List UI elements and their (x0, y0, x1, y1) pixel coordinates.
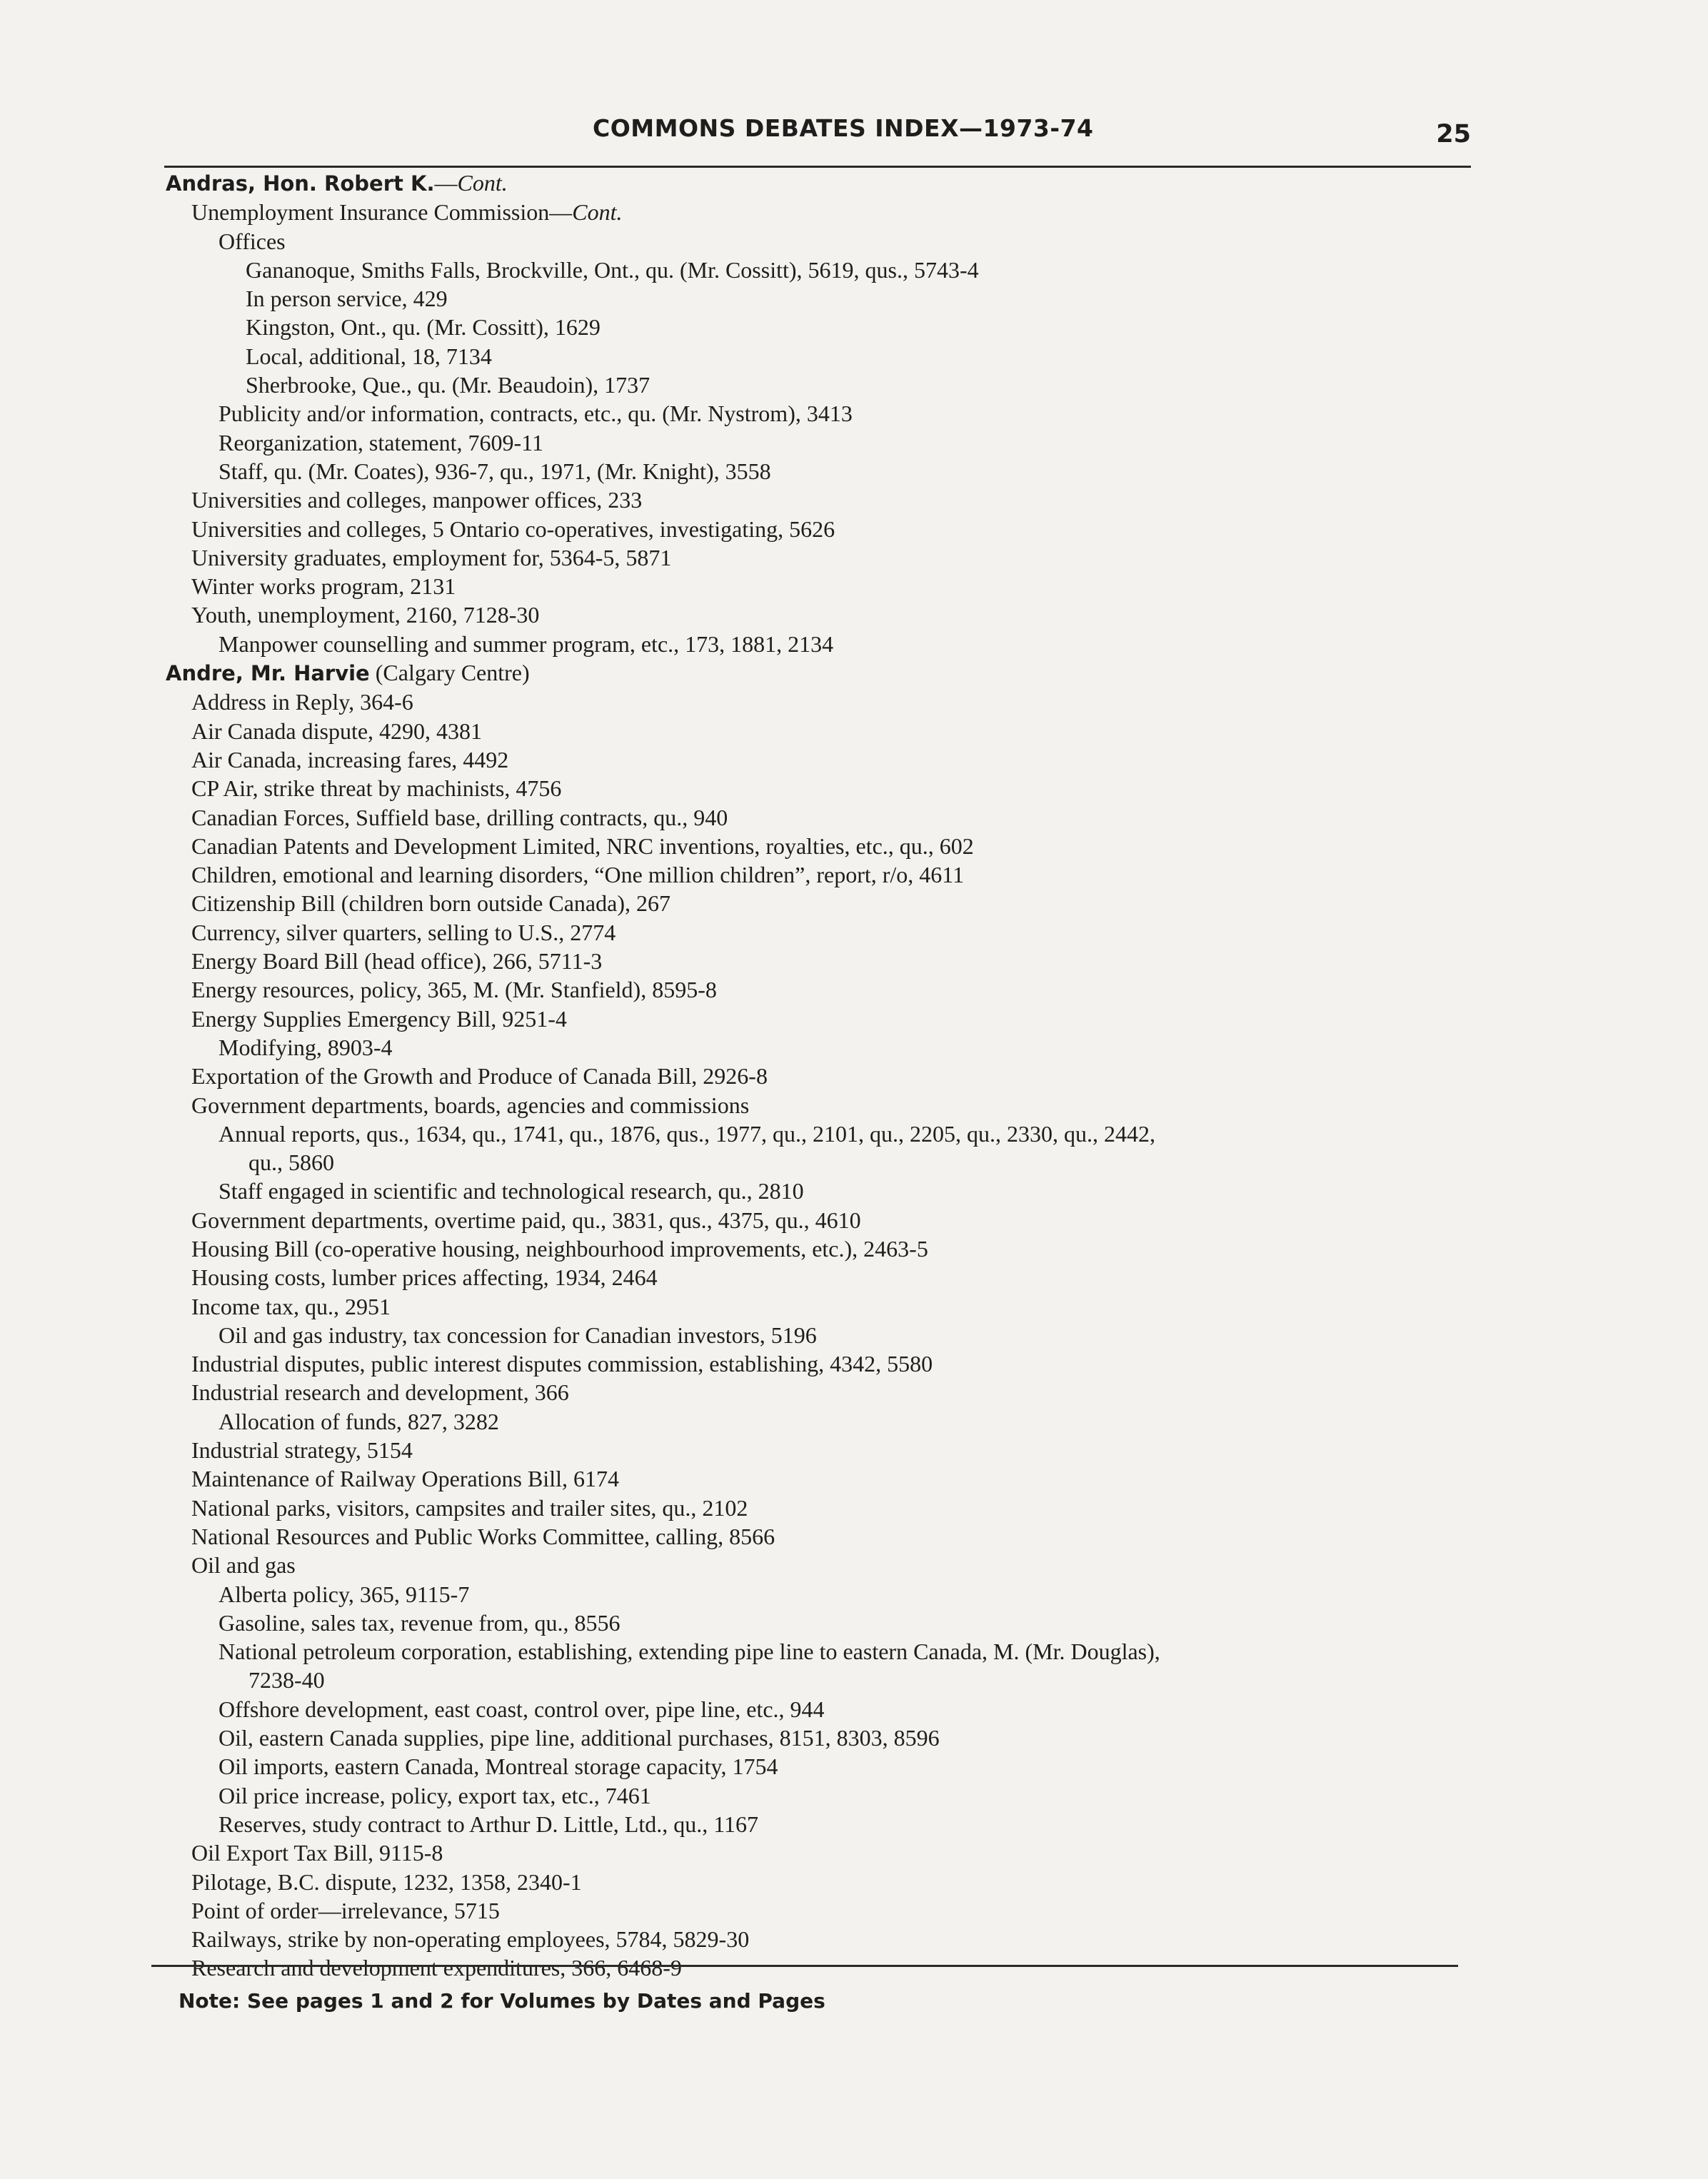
index-entry (166, 1695, 1494, 1723)
index-entry (166, 803, 1494, 832)
entry-text: Offshore development, east coast, control over, pipe line, etc., 944 (218, 1696, 825, 1722)
index-entry (166, 947, 1494, 975)
header-rule (164, 166, 1471, 168)
entry-text: Canadian Patents and Development Limited, NRC inventions, royalties, etc., qu., 602 (191, 832, 974, 859)
index-entry (166, 1005, 1494, 1033)
entry-text: Oil price increase, policy, export tax, etc., 7461 (218, 1782, 651, 1808)
index-entry (166, 1091, 1494, 1119)
heading-suffix: (Calgary Centre) (369, 660, 530, 686)
entry-text: Oil imports, eastern Canada, Montreal storage capacity, 1754 (218, 1753, 778, 1780)
entry-text: Energy Board Bill (head office), 266, 5711-3 (191, 948, 603, 975)
heading-name: Andre, Mr. Harvie (166, 661, 370, 686)
entry-text: Energy resources, policy, 365, M. (Mr. Stanfield), 8595-8 (191, 977, 717, 1003)
index-entry-continuation (166, 1148, 1494, 1177)
entry-text: Unemployment Insurance Commission— (191, 199, 573, 226)
entry-text: In person service, 429 (246, 286, 448, 312)
index-entry (166, 688, 1494, 716)
entry-text: Air Canada dispute, 4290, 4381 (191, 718, 483, 744)
index-entry (166, 1580, 1494, 1609)
index-entry (166, 600, 1494, 629)
entry-text: Industrial disputes, public interest disputes commission, establishing, 4342, 5580 (191, 1351, 933, 1377)
index-entry (166, 1494, 1494, 1522)
entry-text: Oil and gas (191, 1552, 296, 1579)
index-entry (166, 342, 1494, 371)
entry-text: Reserves, study contract to Arthur D. Little, Ltd., qu., 1167 (218, 1811, 759, 1837)
index-entry (166, 1781, 1494, 1810)
entry-text: Address in Reply, 364-6 (191, 689, 413, 715)
entry-text: Offices (218, 228, 286, 254)
entry-text: Universities and colleges, manpower offices, 233 (191, 487, 643, 513)
index-entry (166, 1551, 1494, 1579)
index-entry (166, 1925, 1494, 1953)
entry-italic: Cont. (572, 199, 623, 226)
entry-text: Citizenship Bill (children born outside Canada), 267 (191, 890, 670, 917)
index-entry (166, 975, 1494, 1004)
index-entry (166, 1206, 1494, 1234)
entry-text: Winter works program, 2131 (191, 573, 456, 600)
entry-text: Children, emotional and learning disorders, “One million children”, report, r/o, 4611 (191, 862, 965, 888)
entry-text: Government departments, boards, agencies and commissions (191, 1092, 750, 1118)
heading-suffix: —Cont. (434, 170, 508, 196)
index-entry (166, 1810, 1494, 1838)
index-entry (166, 1292, 1494, 1321)
index-entry (166, 1407, 1494, 1436)
index-entry (166, 1609, 1494, 1637)
index-entry (166, 1378, 1494, 1406)
index-entry (166, 1723, 1494, 1752)
entry-text: Railways, strike by non-operating employees, 5784, 5829-30 (191, 1926, 750, 1953)
index-entry (166, 860, 1494, 889)
entry-text: Kingston, Ont., qu. (Mr. Cossitt), 1629 (246, 314, 601, 341)
index-entry (166, 1436, 1494, 1464)
entry-text: Currency, silver quarters, selling to U.S., 2774 (191, 919, 616, 945)
index-entry (166, 1033, 1494, 1062)
entry-text: National petroleum corporation, establishing, extending pipe line to eastern Canada, M. (Mr. Douglas), (218, 1639, 1160, 1665)
index-entry (166, 1868, 1494, 1896)
entry-text: Modifying, 8903-4 (218, 1034, 393, 1060)
index-entry (166, 1838, 1494, 1867)
entry-text: Publicity and/or information, contracts, etc., qu. (Mr. Nystrom), 3413 (218, 401, 853, 427)
index-entry (166, 543, 1494, 572)
index-entry (166, 1464, 1494, 1493)
index-entry (166, 774, 1494, 802)
entry-text: Industrial strategy, 5154 (191, 1437, 413, 1464)
entry-text: Manpower counselling and summer program, etc., 173, 1881, 2134 (218, 630, 834, 657)
entry-text: Energy Supplies Emergency Bill, 9251-4 (191, 1005, 567, 1032)
index-entry (166, 1752, 1494, 1781)
index-entry (166, 1234, 1494, 1263)
index-entry (166, 717, 1494, 745)
entry-text: 7238-40 (248, 1667, 325, 1694)
entry-text: University graduates, employment for, 5364-5, 5871 (191, 544, 672, 570)
entry-text: Income tax, qu., 2951 (191, 1293, 391, 1319)
entry-text: Youth, unemployment, 2160, 7128-30 (191, 602, 540, 628)
index-body (166, 168, 1494, 1983)
entry-text: Oil, eastern Canada supplies, pipe line, additional purchases, 8151, 8303, 8596 (218, 1725, 940, 1751)
index-entry (166, 1637, 1494, 1666)
entry-text: Allocation of funds, 827, 3282 (218, 1408, 499, 1434)
entry-text: Annual reports, qus., 1634, qu., 1741, qu., 1876, qus., 1977, qu., 2101, qu., 2205, qu., 2330, qu., 2442, (218, 1120, 1155, 1147)
index-entry (166, 1321, 1494, 1349)
index-entry (166, 457, 1494, 485)
entry-text: Pilotage, B.C. dispute, 1232, 1358, 2340-1 (191, 1868, 582, 1895)
index-entry (166, 918, 1494, 947)
index-entry (166, 1349, 1494, 1378)
entry-text: Staff engaged in scientific and technological research, qu., 2810 (218, 1178, 804, 1204)
entry-text: Housing costs, lumber prices affecting, 1934, 2464 (191, 1264, 658, 1291)
index-entry (166, 1522, 1494, 1551)
index-entry (166, 1177, 1494, 1205)
entry-text: Universities and colleges, 5 Ontario co-operatives, investigating, 5626 (191, 515, 835, 542)
entry-text: Government departments, overtime paid, qu., 3831, qus., 4375, qu., 4610 (191, 1207, 861, 1233)
index-entry (166, 256, 1494, 284)
index-entry (166, 515, 1494, 543)
page-header (164, 114, 1471, 157)
entry-text: Point of order—irrelevance, 5715 (191, 1897, 500, 1923)
index-heading (166, 168, 1494, 198)
index-entry (166, 1062, 1494, 1090)
index-entry (166, 889, 1494, 917)
running-title: COMMONS DEBATES INDEX—1973-74 (593, 114, 1094, 142)
entry-text: National Resources and Public Works Committee, calling, 8566 (191, 1523, 775, 1549)
index-entry (166, 572, 1494, 600)
index-entry (166, 1263, 1494, 1292)
entry-text: Reorganization, statement, 7609-11 (218, 429, 543, 456)
entry-text: Housing Bill (co-operative housing, neighbourhood improvements, etc.), 2463-5 (191, 1235, 928, 1262)
entry-text: Exportation of the Growth and Produce of Canada Bill, 2926-8 (191, 1063, 768, 1090)
index-entry (166, 832, 1494, 860)
index-entry (166, 313, 1494, 341)
entry-text: CP Air, strike threat by machinists, 4756 (191, 775, 562, 802)
entry-text: Sherbrooke, Que., qu. (Mr. Beaudoin), 1737 (246, 372, 650, 398)
entry-text: Industrial research and development, 366 (191, 1379, 569, 1406)
index-entry (166, 1896, 1494, 1925)
index-entry (166, 428, 1494, 457)
footnote: Note: See pages 1 and 2 for Volumes by Dates and Pages (179, 1989, 825, 2013)
index-entry (166, 1119, 1494, 1148)
entry-text: Oil and gas industry, tax concession for Canadian investors, 5196 (218, 1322, 817, 1348)
entry-text: National parks, visitors, campsites and trailer sites, qu., 2102 (191, 1494, 748, 1521)
index-entry (166, 371, 1494, 399)
entry-text: Staff, qu. (Mr. Coates), 936-7, qu., 1971, (Mr. Knight), 3558 (218, 458, 771, 484)
index-heading (166, 658, 1494, 688)
entry-text: Maintenance of Railway Operations Bill, 6174 (191, 1466, 619, 1492)
index-entry (166, 630, 1494, 658)
index-entry (166, 745, 1494, 774)
index-entry (166, 485, 1494, 514)
index-entry (166, 284, 1494, 313)
footer-rule (151, 1965, 1458, 1967)
heading-name: Andras, Hon. Robert K. (166, 171, 435, 196)
entry-text: qu., 5860 (248, 1149, 334, 1176)
index-entry (166, 227, 1494, 256)
entry-text: Research and development expenditures, 366, 6468-9 (191, 1955, 682, 1981)
entry-text: Canadian Forces, Suffield base, drilling contracts, qu., 940 (191, 804, 728, 830)
index-entry (166, 198, 1494, 226)
entry-text: Gasoline, sales tax, revenue from, qu., 8556 (218, 1609, 621, 1636)
entry-text: Air Canada, increasing fares, 4492 (191, 746, 509, 773)
index-entry (166, 1953, 1494, 1982)
page-number: 25 (1436, 120, 1471, 149)
index-entry-continuation (166, 1666, 1494, 1694)
entry-text: Local, additional, 18, 7134 (246, 343, 492, 369)
entry-text: Gananoque, Smiths Falls, Brockville, Ont., qu. (Mr. Cossitt), 5619, qus., 5743-4 (246, 256, 979, 283)
entry-text: Oil Export Tax Bill, 9115-8 (191, 1840, 443, 1866)
entry-text: Alberta policy, 365, 9115-7 (218, 1581, 470, 1607)
index-entry (166, 399, 1494, 428)
